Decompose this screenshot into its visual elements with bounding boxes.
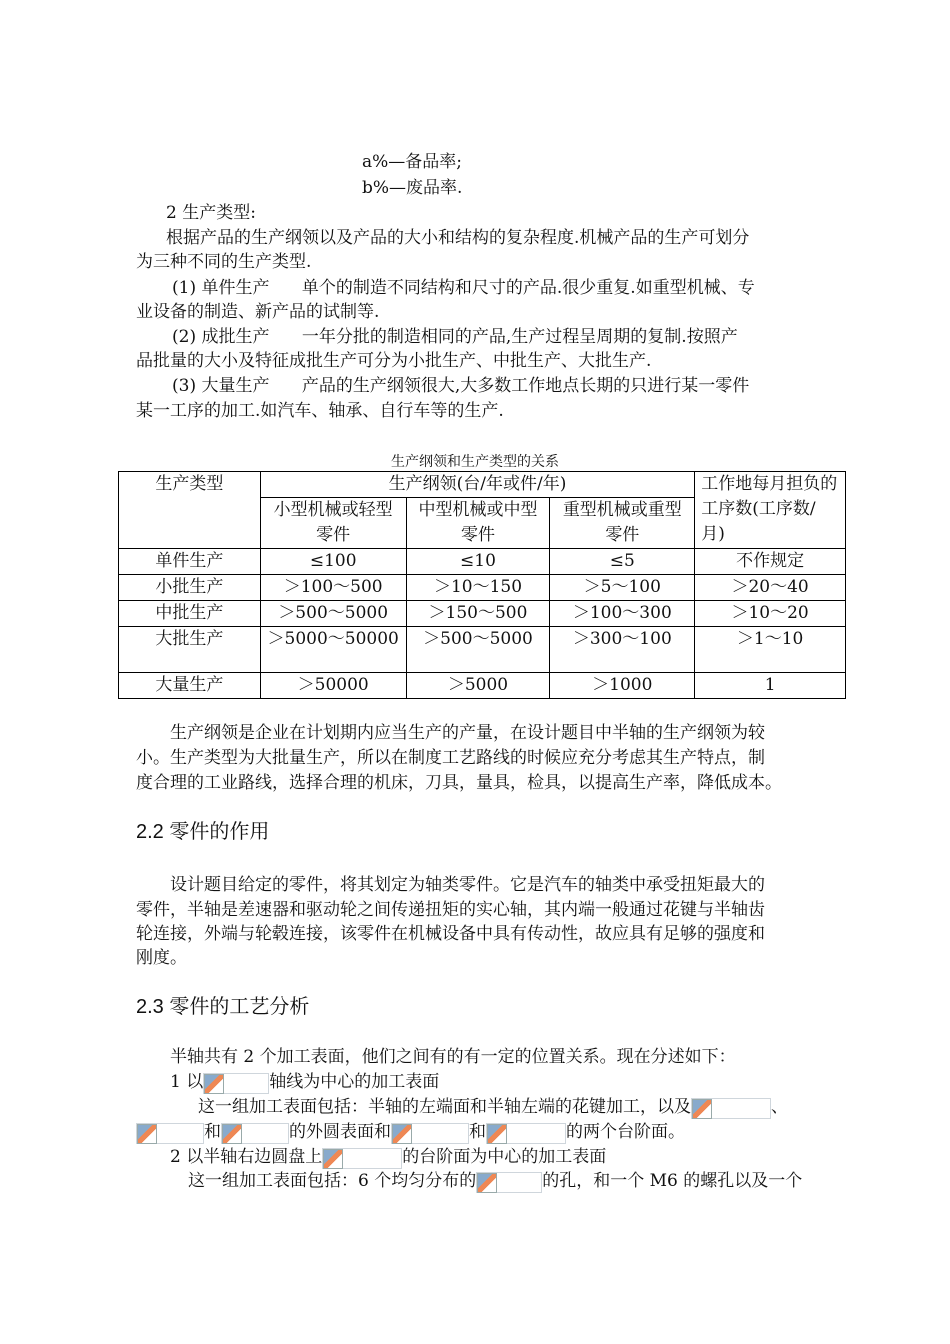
section-label: 2 生产类型: [166, 203, 256, 223]
text-span: 轴线为中心的加工表面 [269, 1072, 440, 1092]
text-span: 的外圆表面和 [289, 1122, 391, 1142]
cell: 不作规定 [695, 549, 846, 575]
text-line [188, 1169, 802, 1193]
broken-image-icon [477, 1173, 497, 1193]
table-caption: 生产纲领和生产类型的关系 [391, 454, 559, 470]
text-span: 这一组加工表面包括：半轴的左端面和半轴左端的花键加工，以及 [198, 1097, 691, 1117]
header-type: 生产类型 [119, 472, 261, 549]
text-line: b%—废品率. [362, 178, 463, 198]
text-span: 和 [204, 1122, 221, 1142]
text-line: 品批量的大小及特征成批生产可分为小批生产、中批生产、大批生产. [136, 351, 652, 371]
text-line [198, 1095, 788, 1119]
formula-image [691, 1098, 771, 1119]
table-row [119, 627, 846, 673]
cell: ＞500～5000 [406, 627, 550, 673]
header-heavy: 重型机械或重型零件 [550, 498, 695, 549]
text-line [170, 1145, 606, 1169]
header-small: 小型机械或轻型零件 [260, 498, 406, 549]
text-line: 小。生产类型为大批量生产，所以在制度工艺路线的时候应充分考虑其生产特点，制 [136, 748, 765, 768]
cell: ＞10～20 [695, 601, 846, 627]
text-line [136, 1120, 685, 1144]
cell: ＞1～10 [695, 627, 846, 673]
cell: ＞150～500 [406, 601, 550, 627]
text-span: 1 以 [170, 1072, 204, 1092]
production-type-table [118, 471, 846, 699]
cell: ≤5 [550, 549, 695, 575]
cell: ＞5～100 [550, 575, 695, 601]
cell: ＞500～5000 [260, 601, 406, 627]
cell: ＞20～40 [695, 575, 846, 601]
table-row [119, 549, 846, 575]
text-line: 为三种不同的生产类型. [136, 252, 312, 272]
formula-image [203, 1073, 269, 1094]
broken-image-icon [137, 1124, 157, 1144]
cell: 大量生产 [119, 673, 261, 699]
broken-image-icon [692, 1099, 712, 1119]
broken-image-icon [323, 1149, 343, 1169]
text-line: (2) 成批生产 一年分批的制造相同的产品,生产过程呈周期的复制.按照产 [172, 327, 738, 347]
text-line: 业设备的制造、新产品的试制等. [136, 302, 380, 322]
formula-image [476, 1172, 542, 1193]
formula-image [391, 1123, 469, 1144]
formula-image [486, 1123, 566, 1144]
cell: ＞10～150 [406, 575, 550, 601]
cell: 小批生产 [119, 575, 261, 601]
text-line: a%—备品率; [362, 152, 463, 172]
text-line: 半轴共有 2 个加工表面，他们之间有的有一定的位置关系。现在分述如下： [170, 1047, 736, 1067]
cell: ≤100 [260, 549, 406, 575]
text-line: (1) 单件生产 单个的制造不同结构和尺寸的产品.很少重复.如重型机械、专 [172, 278, 755, 298]
formula-image [221, 1123, 289, 1144]
cell: 大批生产 [119, 627, 261, 673]
text-line: (3) 大量生产 产品的生产纲领很大,大多数工作地点长期的只进行某一零件 [172, 376, 750, 396]
cell: ＞5000 [406, 673, 550, 699]
broken-image-icon [487, 1124, 507, 1144]
text-line: 刚度。 [136, 948, 187, 968]
broken-image-icon [222, 1124, 242, 1144]
text-line: 生产纲领是企业在计划期内应当生产的产量，在设计题目中半轴的生产纲领为较 [170, 723, 765, 743]
section-heading-2-3: 2.3 零件的工艺分析 [136, 996, 310, 1018]
text-span: 2 以半轴右边圆盘上 [170, 1147, 323, 1167]
formula-image [322, 1148, 402, 1169]
cell: 单件生产 [119, 549, 261, 575]
text-line: 根据产品的生产纲领以及产品的大小和结构的复杂程度.机械产品的生产可划分 [166, 228, 750, 248]
section-heading-2-2: 2.2 零件的作用 [136, 821, 270, 843]
table-row [119, 673, 846, 699]
text-line: 轮连接，外端与轮毂连接，该零件在机械设备中具有传动性，故应具有足够的强度和 [136, 924, 765, 944]
cell: ＞100～300 [550, 601, 695, 627]
cell: ＞300～100 [550, 627, 695, 673]
header-medium: 中型机械或中型零件 [406, 498, 550, 549]
text-line: 零件，半轴是差速器和驱动轮之间传递扭矩的实心轴，其内端一般通过花键与半轴齿 [136, 900, 765, 920]
text-line: 设计题目给定的零件，将其划定为轴类零件。它是汽车的轴类中承受扭矩最大的 [170, 875, 765, 895]
broken-image-icon [204, 1074, 224, 1094]
table-row [119, 601, 846, 627]
cell: 中批生产 [119, 601, 261, 627]
text-span: 、 [771, 1097, 788, 1117]
table-row [119, 575, 846, 601]
text-line: 度合理的工业路线，选择合理的机床，刀具，量具，检具，以提高生产率，降低成本。 [136, 773, 782, 793]
cell: ＞5000～50000 [260, 627, 406, 673]
text-line: 某一工序的加工.如汽车、轴承、自行车等的生产. [136, 401, 504, 421]
text-span: 的两个台阶面。 [566, 1122, 685, 1142]
cell: ＞100～500 [260, 575, 406, 601]
cell: ＞1000 [550, 673, 695, 699]
broken-image-icon [392, 1124, 412, 1144]
text-span: 和 [469, 1122, 486, 1142]
header-output: 生产纲领(台/年或件/年) [260, 472, 694, 498]
text-line [170, 1070, 439, 1094]
cell: ≤10 [406, 549, 550, 575]
formula-image [136, 1123, 204, 1144]
header-workload: 工作地每月担负的工序数(工序数/月) [695, 472, 846, 549]
text-span: 的台阶面为中心的加工表面 [402, 1147, 607, 1167]
text-span: 这一组加工表面包括：6 个均匀分布的 [188, 1171, 477, 1191]
text-span: 的孔，和一个 M6 的螺孔以及一个 [542, 1171, 803, 1191]
cell: ＞50000 [260, 673, 406, 699]
cell: 1 [695, 673, 846, 699]
